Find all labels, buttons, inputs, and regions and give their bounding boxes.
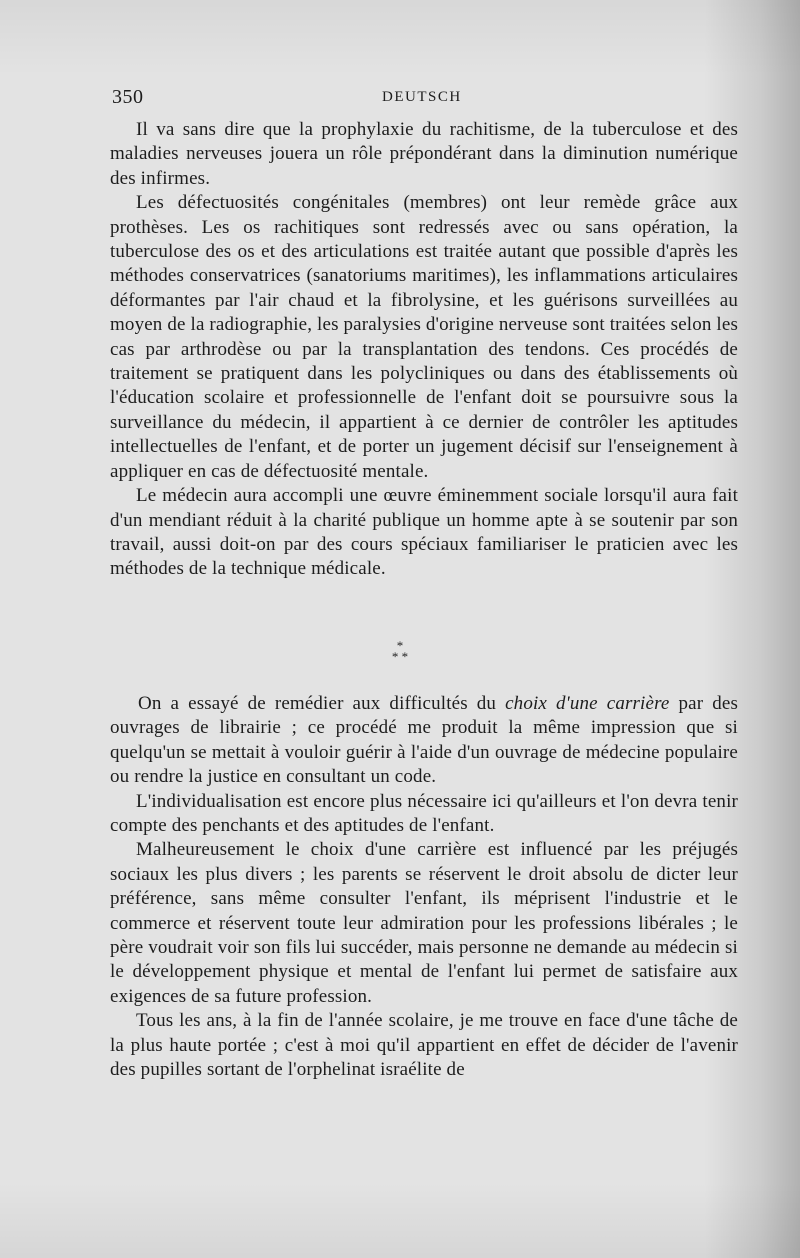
running-head: DEUTSCH	[382, 89, 462, 105]
paragraph: Le médecin aura accompli une œuvre éminemment sociale lorsqu'il aura fait d'un mendiant réduit à la charité publique un homme apte à se soutenir par son travail, aussi doit-on par des cours spéciaux familiariser le praticien avec les méthodes de la technique médicale.	[110, 485, 738, 580]
paragraph: Les défectuosités congénitales (membres) ont leur remède grâce aux prothèses. Les os rachitiques sont redressés avec ou sans opération, la tuberculose des os et des articulations est traitée autant que possible d'après les méthodes conservatrices (sanatoriums maritimes), les inflammations articulaires déformantes par l'air chaud et la fibrolysine, et les guérisons surveillées au moyen de la radiographie, les paralysies d'origine nerveuse sont traitées selon les cas par arthrodèse ou par la transplantation des tendons. Ces procédés de traitement se pratiquent dans les polycliniques ou dans des établissements où l'éducation scolaire et professionnelle de l'enfant doit se poursuivre sous la surveillance du médecin, il appartient à ce dernier de contrôler les aptitudes intellectuelles de l'enfant, et de porter un jugement décisif sur l'enseignement à appliquer en cas de défectuosité mentale.	[110, 192, 738, 482]
paragraph: Malheureusement le choix d'une carrière est influencé par les préjugés sociaux les plus divers ; les parents se réservent le droit absolu de dicter leur préférence, sans même consulter l'enfant, ils méprisent l'industrie et le commerce et réservent toute leur admiration pour les professions libérales ; le père voudrait voir son fils lui succéder, mais personne ne demande au médecin si le développement physique et mental de l'enfant lui permet de satisfaire aux exigences de sa future profession.	[110, 839, 738, 1007]
page-number: 350	[112, 86, 144, 108]
asterisks-bottom: * *	[391, 649, 409, 664]
asterisk-top: *	[396, 638, 404, 653]
body-text-section-2	[110, 692, 738, 1083]
section-separator	[380, 640, 420, 662]
text-run: par des ouvrages de librairie ; ce procédé me produit la même impression que si quelqu'un se mettait à vouloir guérir à l'aide d'un ouvrage de médecine populaire ou rendre la justice en consultant un code.	[110, 693, 738, 788]
body-text-section-1	[110, 118, 738, 582]
paragraph	[110, 692, 738, 790]
paragraph: Tous les ans, à la fin de l'année scolaire, je me trouve en face d'une tâche de la plus haute portée ; c'est à moi qu'il appartient en effet de décider de l'avenir des pupilles sortant de l'orphelinat israélite de	[110, 1010, 738, 1081]
paragraph: L'individualisation est encore plus nécessaire ici qu'ailleurs et l'on devra tenir compte des penchants et des aptitudes de l'enfant.	[110, 790, 738, 837]
text-run: On a essayé de remédier aux difficultés du	[138, 693, 506, 714]
emphasis-text: choix d'une carrière	[505, 693, 670, 714]
paragraph: Il va sans dire que la prophylaxie du rachitisme, de la tuberculose et des maladies nerveuses jouera un rôle prépondérant dans la diminution numérique des infirmes.	[110, 119, 738, 189]
page-header	[112, 86, 738, 112]
